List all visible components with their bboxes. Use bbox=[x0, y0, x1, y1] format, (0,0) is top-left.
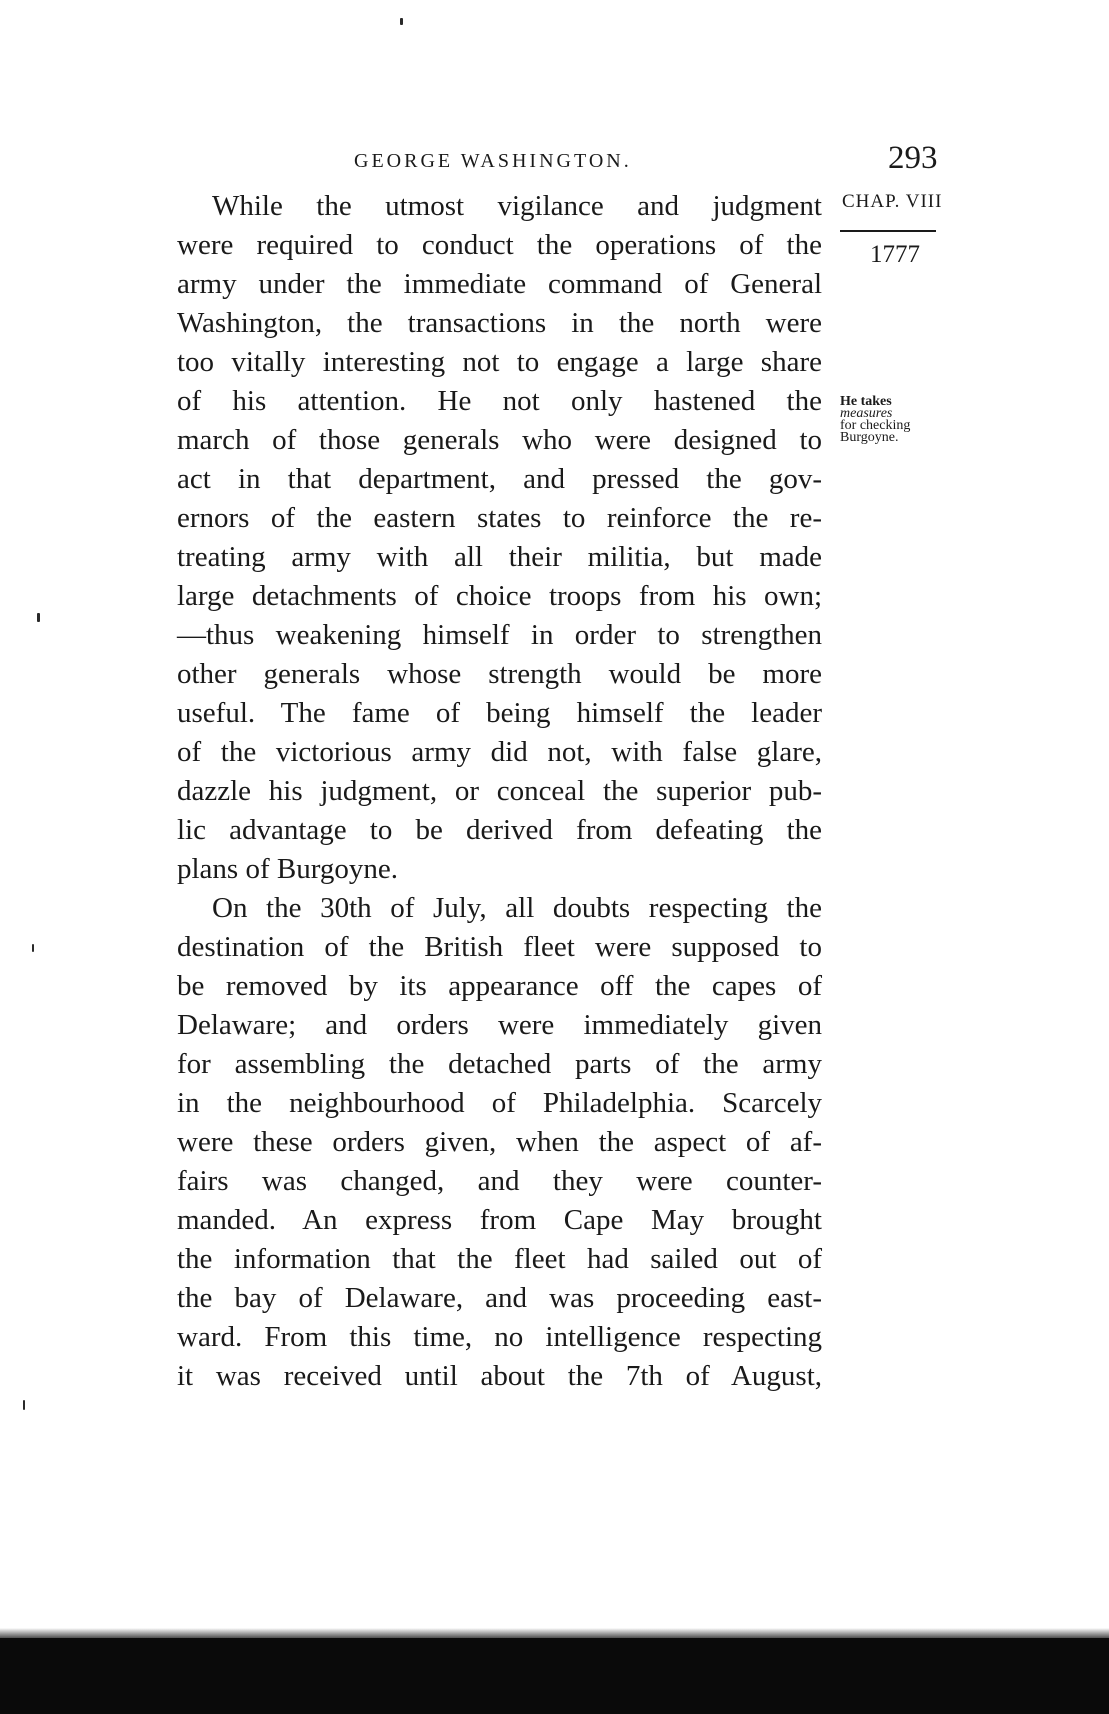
text-line: too vitally interesting not to engage a large share bbox=[177, 346, 822, 378]
text-line: march of those generals who were designed to bbox=[177, 424, 822, 456]
text-line: for assembling the detached parts of the army bbox=[177, 1048, 822, 1080]
text-line: While the utmost vigilance and judgment bbox=[212, 190, 822, 222]
text-line: Delaware; and orders were immediately given bbox=[177, 1009, 822, 1041]
text-line: On the 30th of July, all doubts respecting the bbox=[212, 892, 822, 924]
margin-year: 1777 bbox=[870, 241, 920, 268]
text-line: of his attention. He not only hastened the bbox=[177, 385, 822, 417]
text-line: —thus weakening himself in order to strengthen bbox=[177, 619, 822, 651]
text-line: Washington, the transactions in the north were bbox=[177, 307, 822, 339]
scan-speck bbox=[23, 1400, 25, 1410]
text-line: useful. The fame of being himself the leader bbox=[177, 697, 822, 729]
text-line: army under the immediate command of General bbox=[177, 268, 822, 300]
scan-speck bbox=[37, 613, 40, 622]
text-line: the information that the fleet had sailed out of bbox=[177, 1243, 822, 1275]
text-line: treating army with all their militia, but made bbox=[177, 541, 822, 573]
text-line: dazzle his judgment, or conceal the superior pub- bbox=[177, 775, 822, 807]
scan-speck bbox=[400, 18, 403, 25]
scan-speck bbox=[32, 944, 34, 952]
text-line: plans of Burgoyne. bbox=[177, 853, 398, 885]
text-line: it was received until about the 7th of August, bbox=[177, 1360, 822, 1392]
text-line: were required to conduct the operations of the bbox=[177, 229, 822, 261]
text-line: manded. An express from Cape May brought bbox=[177, 1204, 822, 1236]
sidenote-line: measures bbox=[840, 406, 893, 421]
text-line: other generals whose strength would be more bbox=[177, 658, 822, 690]
page-number: 293 bbox=[888, 140, 938, 176]
chapter-marker: CHAP. VIII bbox=[842, 191, 943, 212]
text-line: large detachments of choice troops from his own; bbox=[177, 580, 822, 612]
text-line: ernors of the eastern states to reinforce the re- bbox=[177, 502, 822, 534]
text-line: were these orders given, when the aspect of af- bbox=[177, 1126, 822, 1158]
text-line: be removed by its appearance off the capes of bbox=[177, 970, 822, 1002]
sidenote-line: for checking bbox=[840, 418, 911, 433]
text-line: act in that department, and pressed the gov- bbox=[177, 463, 822, 495]
text-line: in the neighbourhood of Philadelphia. Scarcely bbox=[177, 1087, 822, 1119]
running-head: GEORGE WASHINGTON. bbox=[354, 150, 632, 172]
chapter-rule bbox=[840, 230, 936, 232]
scan-edge-shadow bbox=[0, 1638, 1109, 1714]
text-line: ward. From this time, no intelligence respecting bbox=[177, 1321, 822, 1353]
sidenote-line: He takes bbox=[840, 394, 892, 409]
margin-sidenote bbox=[840, 396, 950, 444]
text-line: destination of the British fleet were supposed to bbox=[177, 931, 822, 963]
sidenote-line: Burgoyne. bbox=[840, 430, 899, 445]
text-line: of the victorious army did not, with false glare, bbox=[177, 736, 822, 768]
text-line: the bay of Delaware, and was proceeding east- bbox=[177, 1282, 822, 1314]
body-text bbox=[177, 187, 822, 1396]
text-line: lic advantage to be derived from defeating the bbox=[177, 814, 822, 846]
text-line: fairs was changed, and they were counter- bbox=[177, 1165, 822, 1197]
